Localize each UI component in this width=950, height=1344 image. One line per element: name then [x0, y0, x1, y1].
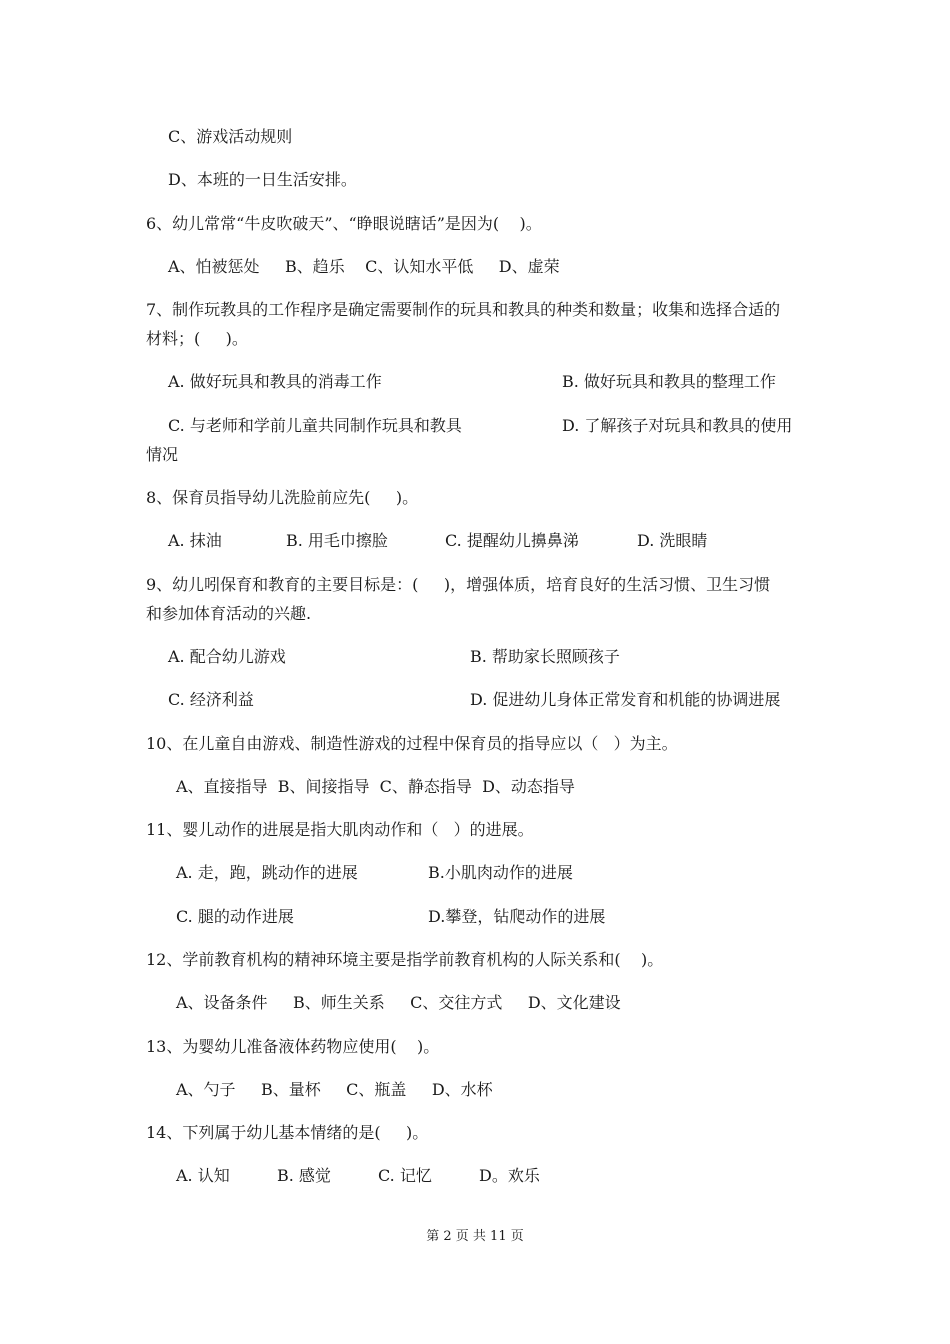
question-9-option-a: A. 配合幼儿游戏 — [168, 647, 286, 666]
question-8-option-b: B. 用毛巾擦脸 — [286, 531, 388, 550]
question-9-option-b: B. 帮助家长照顾孩子 — [470, 647, 620, 666]
question-7: 7、制作玩教具的工作程序是确定需要制作的玩具和教具的种类和数量；收集和选择合适的 — [146, 300, 781, 319]
question-7-option-d-continued: 情况 — [146, 445, 179, 464]
question-9-continued: 和参加体育活动的兴趣. — [146, 604, 312, 623]
question-13-options: A、勺子 B、量杯 C、瓶盖 D、水杯 — [176, 1080, 493, 1099]
question-10-options: A、直接指导 B、间接指导 C、静态指导 D、动态指导 — [176, 777, 575, 796]
question-7-continued: 材料；( )。 — [146, 329, 248, 348]
question-9-option-d: D. 促进幼儿身体正常发育和机能的协调进展 — [470, 690, 781, 709]
question-14-option-c: C. 记忆 — [378, 1166, 432, 1185]
question-11-option-d: D.攀登，钻爬动作的进展 — [428, 907, 606, 926]
question-13: 13、为婴幼儿准备液体药物应使用( )。 — [146, 1037, 440, 1056]
question-8-option-c: C. 提醒幼儿擤鼻涕 — [445, 531, 579, 550]
question-9-option-c: C. 经济利益 — [168, 690, 254, 709]
option-c: C、游戏活动规则 — [168, 127, 293, 146]
question-7-option-b: B. 做好玩具和教具的整理工作 — [562, 372, 776, 391]
question-8-option-a: A. 抹油 — [168, 531, 222, 550]
question-8: 8、保育员指导幼儿洗脸前应先( )。 — [146, 488, 419, 507]
question-9: 9、幼儿吲保育和教育的主要目标是：( )，增强体质，培育良好的生活习惯、卫生习惯 — [146, 575, 771, 594]
question-6-options: A、怕被惩处 B、趋乐 C、认知水平低 D、虚荣 — [168, 257, 560, 276]
question-11-option-c: C. 腿的动作进展 — [176, 907, 294, 926]
question-14-option-d: D。欢乐 — [479, 1166, 540, 1185]
question-14-option-a: A. 认知 — [176, 1166, 230, 1185]
question-12: 12、学前教育机构的精神环境主要是指学前教育机构的人际关系和( )。 — [146, 950, 664, 969]
question-7-option-d: D. 了解孩子对玩具和教具的使用 — [562, 416, 793, 435]
question-8-option-d: D. 洗眼睛 — [637, 531, 708, 550]
question-6: 6、幼儿常常“牛皮吹破天”、“睁眼说瞎话”是因为( )。 — [146, 214, 542, 233]
page-number-footer: 第 2 页 共 11 页 — [426, 1229, 524, 1244]
question-14-option-b: B. 感觉 — [277, 1166, 331, 1185]
option-d: D、本班的一日生活安排。 — [168, 170, 357, 189]
question-11: 11、婴儿动作的进展是指大肌肉动作和（ ）的进展。 — [146, 820, 534, 839]
question-11-option-b: B.小肌肉动作的进展 — [428, 863, 573, 882]
question-7-option-c: C. 与老师和学前儿童共同制作玩具和教具 — [168, 416, 462, 435]
question-12-options: A、设备条件 B、师生关系 C、交往方式 D、文化建设 — [176, 993, 621, 1012]
question-11-option-a: A. 走，跑，跳动作的进展 — [176, 863, 358, 882]
question-14: 14、下列属于幼儿基本情绪的是( )。 — [146, 1123, 429, 1142]
question-10: 10、在儿童自由游戏、制造性游戏的过程中保育员的指导应以（ ）为主。 — [146, 734, 678, 753]
question-7-option-a: A. 做好玩具和教具的消毒工作 — [168, 372, 382, 391]
